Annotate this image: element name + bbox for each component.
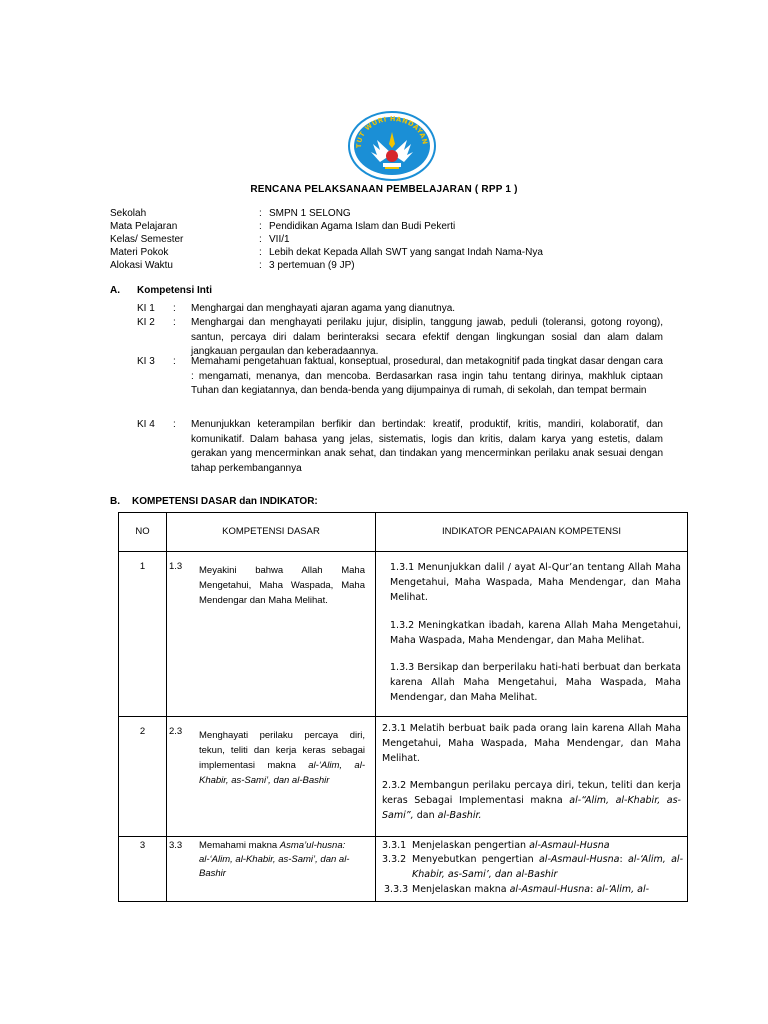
kd-text	[199, 839, 365, 882]
indicator-italic: al-“Alim, al-Khabir, as-Sami”,	[382, 795, 681, 822]
document-title: RENCANA PELAKSANAAN PEMBELAJARAN ( RPP 1 )	[250, 184, 518, 195]
ki-text: Menunjukkan keterampilan berfikir dan bertindak: kreatif, produktif, kritis, mandiri, kolaboratif, dan komunikatif. Dalam bahasa yang jelas, sistematis, logis dan kritis, dalam karya yang estetis, dalam gerakan yang mencerminkan anak sehat, dan tindakan yang mencerminkan perilaku anak sesuai dengan tahap perkembangannya	[191, 419, 663, 474]
indicator-italic: al-‘Alim, al-Khabir, as-Sami’, dan al-Bashir	[412, 854, 683, 881]
section-title: Kompetensi Inti	[137, 285, 213, 296]
kd-text-italic: Asma’ul-husna:	[279, 839, 346, 851]
indicator-plain: dan	[416, 810, 435, 822]
table-row	[119, 552, 688, 717]
indicator-italic: al-Asmaul-Husna	[529, 839, 610, 851]
indicator-italic: al-Bashir.	[437, 810, 482, 822]
row-number: 2	[119, 716, 167, 836]
indicator-item: 1.3.3 Bersikap dan berperilaku hati-hati berbuat dan berkata karena Allah Maha Mengetahui, Maha Waspada, Maha Mendengar, dan Maha Melihat.	[390, 661, 681, 704]
indicator-item: 2.3.1 Melatih berbuat baik pada orang lain karena Allah Maha Mengetahui, Maha Waspada, Maha Mendengar, dan Maha Melihat.	[382, 722, 681, 764]
indicator-cell	[376, 716, 688, 836]
table-row	[119, 716, 688, 836]
identity-value: SMPN 1 SELONG	[269, 208, 351, 219]
indicator-cell	[376, 836, 688, 901]
indicator-item: 3.3.3 Menjelaskan makna al-Asmaul-Husna: al-‘Alim, al-	[382, 883, 683, 898]
table-row	[119, 836, 688, 901]
indicator-item	[382, 839, 683, 854]
ki-code: KI 4	[137, 419, 155, 430]
identity-value: Pendidikan Agama Islam dan Budi Pekerti	[269, 221, 456, 232]
ki-text: Memahami pengetahuan faktual, konseptual, prosedural, dan metakognitif pada tingkat dasar dengan cara : mengamati, menanya, dan mencoba. Berdasarkan rasa ingin tahu tentang dirinya, makhluk ciptaan Tuhan dan kegiatannya, dan benda-benda yang dijumpainya di rumah, di sekolah, dan tempat bermain	[191, 356, 663, 396]
indicator-item: 3.3.2 Menyebutkan pengertian al-Asmaul-Husna: al-‘Alim, al-Khabir, as-Sami’, dan al-Bashir	[382, 854, 683, 881]
kd-code: 1.3	[169, 561, 183, 572]
header-indicator: INDIKATOR PENCAPAIAN KOMPETENSI	[376, 513, 688, 552]
identity-label: Sekolah	[110, 208, 147, 219]
identity-colon: :	[259, 221, 262, 232]
identity-colon: :	[259, 247, 262, 258]
ki-text: Menghargai dan menghayati perilaku jujur, disiplin, tanggung jawab, peduli (toleransi, gotong royong), santun, percaya diri dalam berinteraksi secara efektif dengan lingkungan sosial dan alam dalam jangkauan pergaulan dan keberadaannya.	[191, 317, 663, 357]
ki-code: KI 2	[137, 317, 155, 328]
indicator-plain: Menjelaskan makna	[412, 883, 507, 895]
identity-value: 3 pertemuan (9 JP)	[269, 260, 355, 271]
tut-wuri-handayani-logo	[347, 110, 437, 182]
identity-colon: :	[259, 260, 262, 271]
row-number: 3	[119, 836, 167, 901]
kd-indicator-table	[118, 512, 688, 902]
indicator-italic: al-‘Alim, al-	[596, 883, 650, 895]
indicator-number: 3.3.3	[384, 883, 409, 895]
identity-colon: :	[259, 208, 262, 219]
row-number: 1	[119, 552, 167, 717]
indicator-item	[382, 778, 681, 824]
kd-text-italic: al-‘Alim, al-Khabir, as-Sami’, dan al-Bashir	[199, 759, 365, 787]
ki-text: Menghargai dan menghayati ajaran agama yang dianutnya.	[191, 303, 456, 314]
section-letter: A.	[110, 285, 120, 296]
identity-value: VII/1	[269, 234, 290, 245]
ki-code: KI 3	[137, 356, 155, 367]
indicator-plain: Menjelaskan pengertian	[412, 839, 527, 851]
identity-value: Lebih dekat Kepada Allah SWT yang sangat Indah Nama-Nya	[269, 247, 543, 258]
kd-code: 3.3	[169, 839, 183, 851]
identity-colon: :	[259, 234, 262, 245]
header-kd: KOMPETENSI DASAR	[167, 513, 376, 552]
indicator-italic: al-Asmaul-Husna	[538, 854, 620, 866]
section-letter: B.	[110, 496, 120, 507]
logo-text: TUT WURI HANDAYAN	[354, 114, 430, 149]
ki-code: KI 1	[137, 303, 155, 314]
ki-colon: :	[173, 303, 176, 314]
ki-colon: :	[173, 317, 176, 328]
ki-colon: :	[173, 356, 176, 367]
table-header-row	[119, 513, 688, 552]
kd-text: Meyakini bahwa Allah Maha Mengetahui, Maha Waspada, Maha Mendengar dan Maha Melihat.	[199, 565, 365, 607]
identity-label: Alokasi Waktu	[110, 260, 173, 271]
indicator-plain: 2.3.2 Membangun perilaku percaya diri, tekun, teliti dan kerja keras Sebagai Implementasi makna	[382, 780, 681, 807]
indicator-number: 3.3.2	[382, 854, 407, 866]
identity-label: Materi Pokok	[110, 247, 169, 258]
identity-label: Mata Pelajaran	[110, 221, 178, 232]
identity-label: Kelas/ Semester	[110, 234, 184, 245]
section-title: KOMPETENSI DASAR dan INDIKATOR:	[132, 496, 318, 507]
indicator-cell	[376, 552, 688, 717]
indicator-number: 3.3.1	[382, 839, 407, 851]
indicator-item: 1.3.2 Meningkatkan ibadah, karena Allah Maha Mengetahui, Maha Waspada, Maha Mendengar, dan Maha Melihat.	[390, 619, 681, 646]
kd-cell	[167, 552, 376, 717]
kd-cell	[167, 716, 376, 836]
indicator-plain: Menyebutkan pengertian	[412, 854, 534, 866]
kd-text-plain: Memahami makna	[199, 839, 278, 851]
kd-code: 2.3	[169, 725, 183, 737]
kd-text	[199, 728, 365, 789]
kd-text-italic: al-‘Alim, al-Khabir, as-Sami’, dan al-Bashir	[199, 853, 350, 880]
indicator-italic: al-Asmaul-Husna	[509, 883, 591, 895]
header-no: NO	[119, 513, 167, 552]
indicator-item: 1.3.1 Menunjukkan dalil / ayat Al-Qur’an tentang Allah Maha Mengetahui, Maha Waspada, Maha Mendengar, dan Maha Melihat.	[390, 562, 681, 604]
kd-cell	[167, 836, 376, 901]
kd-text-plain: Menghayati perilaku percaya diri, tekun, teliti dan kerja keras sebagai implementasi makna	[199, 729, 365, 771]
ki-colon: :	[173, 419, 176, 430]
